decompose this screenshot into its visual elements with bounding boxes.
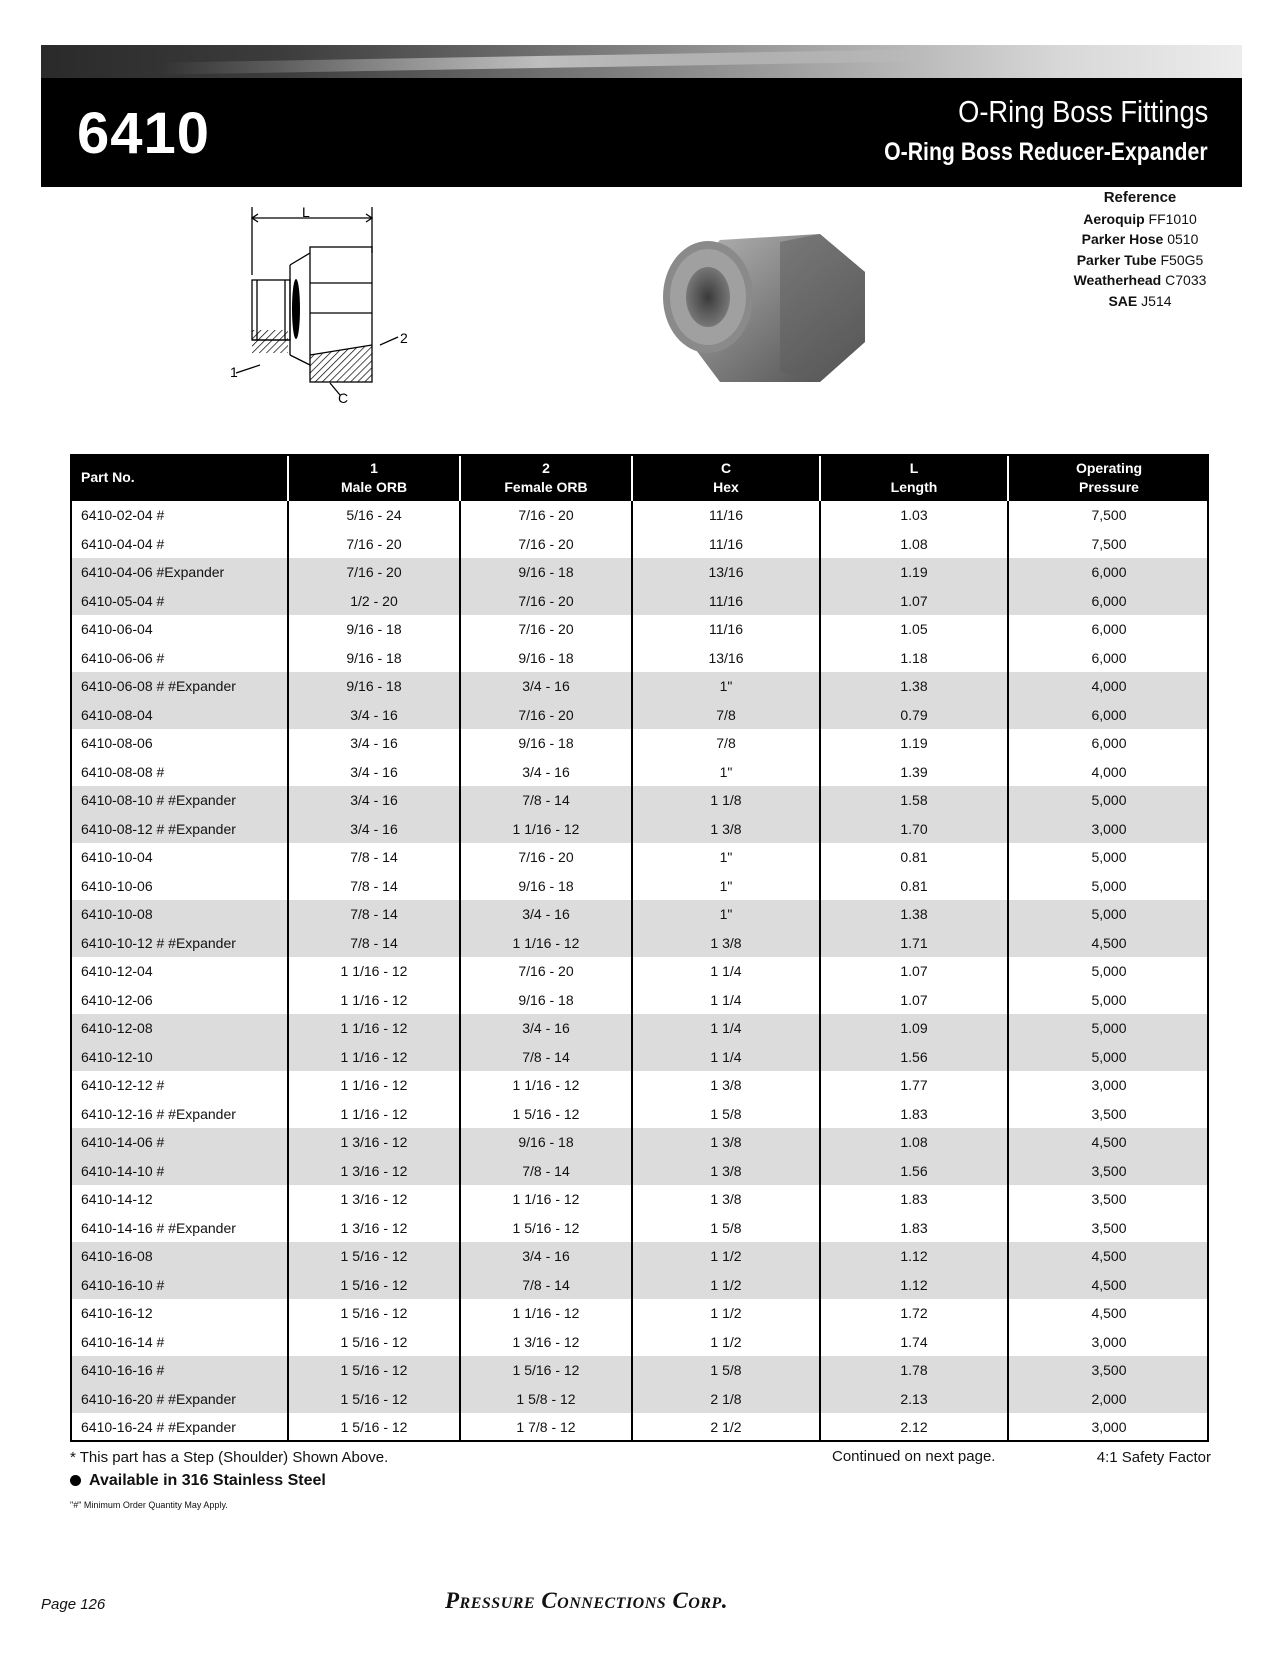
table-row: [71, 758, 1209, 787]
male-orb-cell: 1 1/16 - 12: [288, 986, 460, 1015]
hex-cell: 1": [632, 843, 820, 872]
diagram-label-2: 2: [400, 330, 408, 346]
reference-title: Reference: [1103, 189, 1177, 206]
part-no-cell: 6410-16-12: [81, 1305, 153, 1322]
length-cell: 1.08: [820, 530, 1008, 559]
reference-item: SAE J514: [1108, 292, 1172, 309]
reference-item: Parker Hose 0510: [1081, 231, 1199, 247]
pressure-cell: 5,000: [1008, 1014, 1209, 1043]
length-cell: 0.81: [820, 872, 1008, 901]
part-no-cell: 6410-16-14 #: [81, 1333, 165, 1350]
stainless-footnote: Available in 316 Stainless Steel: [70, 1472, 326, 1490]
female-orb-cell: 7/8 - 14: [460, 1043, 632, 1072]
col-header-female-orb: 2 Female ORB: [460, 454, 632, 501]
female-orb-cell: 7/8 - 14: [460, 1271, 632, 1300]
length-cell: 2.12: [820, 1413, 1008, 1442]
pressure-cell: 6,000: [1008, 615, 1209, 644]
pressure-cell: 3,000: [1008, 1413, 1209, 1442]
part-no-cell: 6410-08-08 #: [81, 763, 165, 780]
male-orb-cell: 5/16 - 24: [288, 501, 460, 530]
male-orb-cell: 1 5/16 - 12: [288, 1413, 460, 1442]
table-row: [71, 1242, 1209, 1271]
female-orb-cell: 9/16 - 18: [460, 1128, 632, 1157]
hex-cell: 1 1/4: [632, 1043, 820, 1072]
hex-cell: 1": [632, 758, 820, 787]
pressure-cell: 6,000: [1008, 644, 1209, 673]
male-orb-cell: 1 5/16 - 12: [288, 1328, 460, 1357]
part-no-cell: 6410-16-24 # #Expander: [81, 1419, 236, 1436]
hex-cell: 1 3/8: [632, 929, 820, 958]
male-orb-cell: 7/8 - 14: [288, 843, 460, 872]
reference-block: [1040, 188, 1240, 311]
part-no-cell: 6410-12-06: [81, 991, 153, 1008]
table-row: [71, 1271, 1209, 1300]
safety-factor-note: 4:1 Safety Factor: [1096, 1449, 1211, 1466]
reference-item: Parker Tube F50G5: [1076, 251, 1204, 268]
table-row: [71, 1014, 1209, 1043]
page-header: [41, 78, 1242, 187]
female-orb-cell: 3/4 - 16: [460, 758, 632, 787]
part-no-cell: 6410-04-04 #: [81, 535, 165, 552]
pressure-cell: 3,500: [1008, 1214, 1209, 1243]
female-orb-cell: 7/8 - 14: [460, 1157, 632, 1186]
length-cell: 1.83: [820, 1185, 1008, 1214]
pressure-cell: 3,000: [1008, 1071, 1209, 1100]
pressure-cell: 4,500: [1008, 929, 1209, 958]
table-row: [71, 729, 1209, 758]
table-row: [71, 1214, 1209, 1243]
pressure-cell: 5,000: [1008, 872, 1209, 901]
table-row: [71, 1385, 1209, 1414]
part-no-cell: 6410-14-12: [81, 1191, 153, 1208]
part-no-cell: 6410-16-10 #: [71, 1271, 288, 1300]
pressure-cell: 5,000: [1008, 957, 1209, 986]
part-no-cell: 6410-14-16 # #Expander: [81, 1219, 236, 1236]
part-no-cell: 6410-12-16 # #Expander: [81, 1105, 236, 1122]
female-orb-cell: 3/4 - 16: [460, 672, 632, 701]
hex-cell: 1 1/4: [632, 986, 820, 1015]
reference-item: Weatherhead C7033: [1073, 272, 1207, 288]
male-orb-cell: 1 5/16 - 12: [288, 1356, 460, 1385]
parts-table: [71, 454, 1209, 1442]
length-cell: 1.08: [820, 1128, 1008, 1157]
male-orb-cell: 3/4 - 16: [288, 758, 460, 787]
part-no-cell: 6410-16-20 # #Expander: [71, 1385, 288, 1414]
hex-cell: 1 1/2: [632, 1299, 820, 1328]
hex-cell: 1 3/8: [632, 1128, 820, 1157]
male-orb-cell: 1 5/16 - 12: [288, 1299, 460, 1328]
length-cell: 0.79: [820, 701, 1008, 730]
pressure-cell: 6,000: [1008, 558, 1209, 587]
male-orb-cell: 1 5/16 - 12: [288, 1242, 460, 1271]
table-row: [71, 1043, 1209, 1072]
length-cell: 1.83: [820, 1214, 1008, 1243]
male-orb-cell: 1 3/16 - 12: [288, 1157, 460, 1186]
female-orb-cell: 7/16 - 20: [460, 701, 632, 730]
female-orb-cell: 1 5/16 - 12: [460, 1214, 632, 1243]
female-orb-cell: 7/8 - 14: [460, 786, 632, 815]
hex-cell: 7/8: [632, 701, 820, 730]
bullet-icon: [70, 1475, 81, 1486]
length-cell: 1.07: [820, 587, 1008, 616]
length-cell: 1.71: [820, 929, 1008, 958]
col-header-pressure: Operating Pressure: [1008, 454, 1209, 501]
category-title: O-Ring Boss Fittings: [957, 94, 1208, 129]
part-no-cell: 6410-16-16 #: [71, 1356, 288, 1385]
female-orb-cell: 9/16 - 18: [460, 729, 632, 758]
female-orb-cell: 7/16 - 20: [460, 530, 632, 559]
table-body: [71, 501, 1209, 1442]
female-orb-cell: 3/4 - 16: [460, 1242, 632, 1271]
female-orb-cell: 1 1/16 - 12: [460, 929, 632, 958]
min-order-footnote: "#" Minimum Order Quantity May Apply.: [70, 1500, 228, 1510]
male-orb-cell: 1 1/16 - 12: [288, 1014, 460, 1043]
col-header-part-no: Part No.: [71, 454, 288, 501]
male-orb-cell: 9/16 - 18: [288, 672, 460, 701]
male-orb-cell: 9/16 - 18: [288, 644, 460, 673]
col-header-length: L Length: [820, 454, 1008, 501]
hex-cell: 1 1/4: [632, 957, 820, 986]
table-row: [71, 872, 1209, 901]
pressure-cell: 5,000: [1008, 843, 1209, 872]
part-no-cell: 6410-10-08: [71, 900, 288, 929]
pressure-cell: 6,000: [1008, 729, 1209, 758]
part-no-cell: 6410-08-04: [71, 701, 288, 730]
length-cell: 1.12: [820, 1271, 1008, 1300]
table-row: [71, 1185, 1209, 1214]
female-orb-cell: 9/16 - 18: [460, 558, 632, 587]
pressure-cell: 3,500: [1008, 1356, 1209, 1385]
table-row: [71, 530, 1209, 559]
female-orb-cell: 1 3/16 - 12: [460, 1328, 632, 1357]
female-orb-cell: 1 5/8 - 12: [460, 1385, 632, 1414]
pressure-cell: 4,500: [1008, 1271, 1209, 1300]
pressure-cell: 4,500: [1008, 1128, 1209, 1157]
female-orb-cell: 3/4 - 16: [460, 900, 632, 929]
pressure-cell: 5,000: [1008, 986, 1209, 1015]
female-orb-cell: 7/16 - 20: [460, 615, 632, 644]
table-header-row: [71, 454, 1209, 501]
male-orb-cell: 3/4 - 16: [288, 701, 460, 730]
continued-note: Continued on next page.: [832, 1448, 996, 1465]
hex-cell: 1 3/8: [632, 1071, 820, 1100]
table-row: [71, 1071, 1209, 1100]
part-no-cell: 6410-14-06 #: [71, 1128, 288, 1157]
length-cell: 1.05: [820, 615, 1008, 644]
male-orb-cell: 1 1/16 - 12: [288, 957, 460, 986]
hex-cell: 1 5/8: [632, 1100, 820, 1129]
length-cell: 1.18: [820, 644, 1008, 673]
part-no-cell: 6410-10-12 # #Expander: [71, 929, 288, 958]
pressure-cell: 3,500: [1008, 1100, 1209, 1129]
hex-cell: 2 1/2: [632, 1413, 820, 1442]
part-no-cell: 6410-08-12 # #Expander: [71, 815, 288, 844]
male-orb-cell: 1 1/16 - 12: [288, 1071, 460, 1100]
length-cell: 1.39: [820, 758, 1008, 787]
product-subtitle: O-Ring Boss Reducer-Expander: [884, 138, 1208, 166]
length-cell: 1.74: [820, 1328, 1008, 1357]
length-cell: 1.03: [820, 501, 1008, 530]
part-no-cell: 6410-10-04: [81, 849, 153, 866]
table-row: [71, 701, 1209, 730]
female-orb-cell: 1 1/16 - 12: [460, 1185, 632, 1214]
part-no-cell: 6410-12-10: [71, 1043, 288, 1072]
pressure-cell: 3,500: [1008, 1157, 1209, 1186]
hex-cell: 11/16: [632, 615, 820, 644]
part-no-cell: 6410-04-06 #Expander: [71, 558, 288, 587]
table-row: [71, 644, 1209, 673]
table-row: [71, 558, 1209, 587]
male-orb-cell: 1 5/16 - 12: [288, 1385, 460, 1414]
female-orb-cell: 1 5/16 - 12: [460, 1100, 632, 1129]
female-orb-cell: 1 1/16 - 12: [460, 815, 632, 844]
page-number: Page 126: [41, 1596, 106, 1613]
table-row: [71, 587, 1209, 616]
pressure-cell: 4,500: [1008, 1299, 1209, 1328]
part-no-cell: 6410-05-04 #: [71, 587, 288, 616]
pressure-cell: 4,000: [1008, 672, 1209, 701]
hex-cell: 13/16: [632, 558, 820, 587]
part-no-cell: 6410-08-10 # #Expander: [71, 786, 288, 815]
hex-cell: 1 1/8: [632, 786, 820, 815]
pressure-cell: 3,000: [1008, 1328, 1209, 1357]
pressure-cell: 7,500: [1008, 530, 1209, 559]
length-cell: 1.07: [820, 957, 1008, 986]
female-orb-cell: 1 5/16 - 12: [460, 1356, 632, 1385]
length-cell: 1.83: [820, 1100, 1008, 1129]
female-orb-cell: 1 1/16 - 12: [460, 1071, 632, 1100]
length-cell: 1.56: [820, 1043, 1008, 1072]
male-orb-cell: 7/16 - 20: [288, 530, 460, 559]
table-row: [71, 672, 1209, 701]
female-orb-cell: 7/16 - 20: [460, 843, 632, 872]
male-orb-cell: 3/4 - 16: [288, 815, 460, 844]
hex-cell: 1 5/8: [632, 1214, 820, 1243]
pressure-cell: 2,000: [1008, 1385, 1209, 1414]
part-no-cell: 6410-10-06: [81, 877, 153, 894]
table-row: [71, 786, 1209, 815]
male-orb-cell: 1 3/16 - 12: [288, 1185, 460, 1214]
male-orb-cell: 3/4 - 16: [288, 729, 460, 758]
female-orb-cell: 9/16 - 18: [460, 872, 632, 901]
length-cell: 1.70: [820, 815, 1008, 844]
col-header-male-orb: 1 Male ORB: [288, 454, 460, 501]
female-orb-cell: 7/16 - 20: [460, 501, 632, 530]
part-no-cell: 6410-14-10 #: [71, 1157, 288, 1186]
length-cell: 1.12: [820, 1242, 1008, 1271]
male-orb-cell: 9/16 - 18: [288, 615, 460, 644]
hex-cell: 1 1/2: [632, 1271, 820, 1300]
table-row: [71, 1128, 1209, 1157]
length-cell: 1.07: [820, 986, 1008, 1015]
hex-cell: 1 1/2: [632, 1242, 820, 1271]
male-orb-cell: 3/4 - 16: [288, 786, 460, 815]
female-orb-cell: 7/16 - 20: [460, 957, 632, 986]
male-orb-cell: 1 5/16 - 12: [288, 1271, 460, 1300]
length-cell: 1.72: [820, 1299, 1008, 1328]
hex-cell: 1": [632, 872, 820, 901]
table-row: [71, 1157, 1209, 1186]
pressure-cell: 7,500: [1008, 501, 1209, 530]
female-orb-cell: 9/16 - 18: [460, 644, 632, 673]
male-orb-cell: 7/8 - 14: [288, 872, 460, 901]
female-orb-cell: 1 7/8 - 12: [460, 1413, 632, 1442]
brand-logo-text: Pressure Connections Corp.: [445, 1588, 729, 1613]
table-row: [71, 615, 1209, 644]
fitting-product-photo: [660, 232, 870, 402]
male-orb-cell: 1 3/16 - 12: [288, 1214, 460, 1243]
pressure-cell: 4,000: [1008, 758, 1209, 787]
diagram-label-l: L: [302, 205, 310, 220]
male-orb-cell: 1 1/16 - 12: [288, 1043, 460, 1072]
hex-cell: 1": [632, 672, 820, 701]
part-no-cell: 6410-06-06 #: [81, 649, 165, 666]
table-row: [71, 957, 1209, 986]
length-cell: 1.78: [820, 1356, 1008, 1385]
hex-cell: 1": [632, 900, 820, 929]
hex-cell: 1 3/8: [632, 1157, 820, 1186]
female-orb-cell: 3/4 - 16: [460, 1014, 632, 1043]
table-row: [71, 1413, 1209, 1442]
hex-cell: 1 3/8: [632, 1185, 820, 1214]
part-number-title: 6410: [77, 101, 211, 166]
table-row: [71, 815, 1209, 844]
col-header-hex: C Hex: [632, 454, 820, 501]
table-row: [71, 929, 1209, 958]
hex-cell: 2 1/8: [632, 1385, 820, 1414]
table-row: [71, 501, 1209, 530]
pressure-cell: 5,000: [1008, 900, 1209, 929]
male-orb-cell: 7/8 - 14: [288, 900, 460, 929]
diagram-label-c: C: [338, 390, 349, 406]
hex-cell: 1 1/2: [632, 1328, 820, 1357]
length-cell: 1.19: [820, 558, 1008, 587]
table-row: [71, 1328, 1209, 1357]
length-cell: 1.77: [820, 1071, 1008, 1100]
pressure-cell: 3,500: [1008, 1185, 1209, 1214]
length-cell: 1.38: [820, 900, 1008, 929]
length-cell: 1.56: [820, 1157, 1008, 1186]
reference-item: Aeroquip FF1010: [1083, 210, 1197, 227]
part-no-cell: 6410-06-08 # #Expander: [71, 672, 288, 701]
hex-cell: 11/16: [632, 530, 820, 559]
female-orb-cell: 9/16 - 18: [460, 986, 632, 1015]
table-row: [71, 986, 1209, 1015]
pressure-cell: 5,000: [1008, 786, 1209, 815]
hex-cell: 1 1/4: [632, 1014, 820, 1043]
length-cell: 1.38: [820, 672, 1008, 701]
table-row: [71, 900, 1209, 929]
length-cell: 2.13: [820, 1385, 1008, 1414]
male-orb-cell: 7/8 - 14: [288, 929, 460, 958]
part-no-cell: 6410-12-04: [81, 963, 153, 980]
length-cell: 1.09: [820, 1014, 1008, 1043]
male-orb-cell: 1 3/16 - 12: [288, 1128, 460, 1157]
step-footnote: * This part has a Step (Shoulder) Shown Above.: [70, 1449, 389, 1466]
pressure-cell: 4,500: [1008, 1242, 1209, 1271]
table-row: [71, 843, 1209, 872]
female-orb-cell: 7/16 - 20: [460, 587, 632, 616]
length-cell: 1.19: [820, 729, 1008, 758]
hex-cell: 1 5/8: [632, 1356, 820, 1385]
hex-cell: 13/16: [632, 644, 820, 673]
pressure-cell: 5,000: [1008, 1043, 1209, 1072]
part-no-cell: 6410-12-12 #: [81, 1077, 165, 1094]
pressure-cell: 3,000: [1008, 815, 1209, 844]
hex-cell: 7/8: [632, 729, 820, 758]
table-row: [71, 1356, 1209, 1385]
part-no-cell: 6410-02-04 #: [81, 507, 165, 524]
table-row: [71, 1299, 1209, 1328]
female-orb-cell: 1 1/16 - 12: [460, 1299, 632, 1328]
pressure-cell: 6,000: [1008, 587, 1209, 616]
hex-cell: 1 3/8: [632, 815, 820, 844]
hex-cell: 11/16: [632, 587, 820, 616]
diagram-label-1: 1: [230, 364, 238, 380]
part-no-cell: 6410-12-08: [71, 1014, 288, 1043]
male-orb-cell: 7/16 - 20: [288, 558, 460, 587]
part-no-cell: 6410-16-08: [71, 1242, 288, 1271]
length-cell: 0.81: [820, 843, 1008, 872]
male-orb-cell: 1/2 - 20: [288, 587, 460, 616]
part-no-cell: 6410-06-04: [81, 621, 153, 638]
length-cell: 1.58: [820, 786, 1008, 815]
male-orb-cell: 1 1/16 - 12: [288, 1100, 460, 1129]
table-row: [71, 1100, 1209, 1129]
part-no-cell: 6410-08-06: [81, 735, 153, 752]
fitting-cross-section-diagram: [230, 205, 440, 425]
hex-cell: 11/16: [632, 501, 820, 530]
pressure-cell: 6,000: [1008, 701, 1209, 730]
